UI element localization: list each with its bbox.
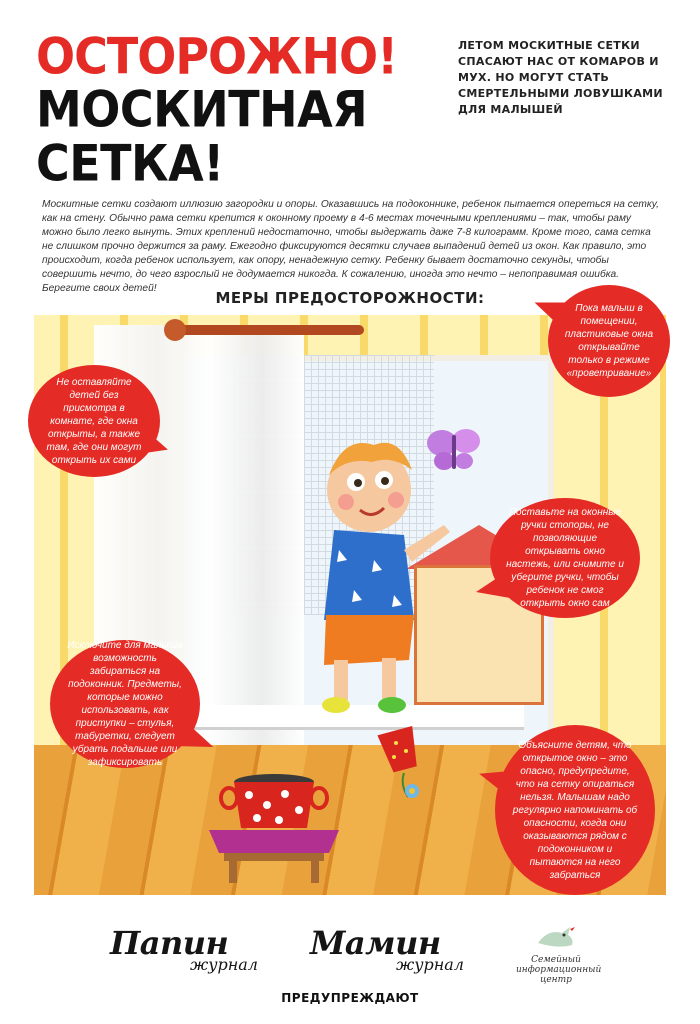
curtain-rod xyxy=(174,325,364,335)
subheadline: ЛЕТОМ МОСКИТНЫЕ СЕТКИ СПАСАЮТ НАС ОТ КОМАРОВ И МУХ. НО МОГУТ СТАТЬ СМЕРТЕЛЬНЫМИ ЛОВУШКАМИ ДЛЯ МАЛЫШЕЙ xyxy=(458,39,663,116)
logo-title: Папин xyxy=(110,924,229,962)
stool xyxy=(204,825,344,885)
family-info-center-logo xyxy=(516,923,602,995)
logo-subtitle: журнал xyxy=(396,955,464,974)
tip-text: Пока малыш в помещении, пластиковые окна открывайте только в режиме «проветривание» xyxy=(564,303,654,379)
tip-bubble-explain-danger xyxy=(495,725,655,895)
tip-bubble-handle-stoppers xyxy=(490,498,640,618)
tip-text: Не оставляйте детей без присмотра в комнате, где окна открыты, а также там, где они могут открыть их сами xyxy=(46,376,142,466)
section-title: МЕРЫ ПРЕДОСТОРОЖНОСТИ: xyxy=(215,289,485,307)
bird-icon xyxy=(534,923,576,951)
papin-journal-logo xyxy=(110,925,310,985)
tip-bubble-windowsill-access xyxy=(50,640,200,768)
mamin-journal-logo xyxy=(310,925,500,985)
tip-text: Поставьте на оконные ручки стопоры, не позволяющие открывать окно настежь, или снимите и уберите ручки, чтобы ребенок не смог открыть окно сам xyxy=(506,507,624,609)
tip-text: Исключите для малыша возможность забираться на подоконник. Предметы, которые можно использовать, как приступки – стулья, табуретки, следует убрать подальше или зафиксировать xyxy=(67,640,183,768)
footer-logos xyxy=(0,915,700,995)
tip-text: Объясните детям, что открытое окно – это опасно, предупредите, что на сетку опираться нельзя. Малышам надо регулярно напоминать об опасности, когда они оказываются рядом с подоконником и пытаются на него забраться xyxy=(512,739,638,881)
headline-warning: ОСТОРОЖНО! xyxy=(36,26,398,86)
logo-caption: Семейный информационный центр xyxy=(516,955,602,985)
headline-mosquito: МОСКИТНАЯ xyxy=(36,80,368,139)
intro-paragraph: Москитные сетки создают иллюзию загородки и опоры. Оказавшись на подоконнике, ребенок пытается опереться на сетку, как на стену. Обычно рама сетки крепится к оконному проему в 4-6 местах точечными креплениями – так, чтобы раму можно было легко вынуть. Этих креплений недостаточно, чтобы выдержать даже 7-8 килограмм. Кроме того, сама сетка не слишком прочно держится за раму. Ежегодно фиксируются десятки случаев выпадений детей из окон. Как правило, это происходит, когда ребенок использует, как опору, ненадежную сетку. Ребенку бывает достаточно секунды, чтобы совершить нечто, до чего взрослый не додумается никогда. К сожалению, иногда это нечто – непоправимая ошибка. Берегите своих детей! xyxy=(42,199,659,294)
curtain-rod-end xyxy=(164,319,186,341)
logo-title: Мамин xyxy=(310,924,441,962)
headline-net: СЕТКА! xyxy=(36,134,224,193)
falling-flowerpot xyxy=(374,725,434,805)
tip-bubble-supervision xyxy=(28,365,160,477)
footer-warns: ПРЕДУПРЕЖДАЮТ xyxy=(281,991,419,1005)
tip-bubble-ventilation xyxy=(548,285,670,397)
headline xyxy=(36,26,436,193)
boy-illustration xyxy=(264,420,464,720)
logo-subtitle: журнал xyxy=(190,955,258,974)
